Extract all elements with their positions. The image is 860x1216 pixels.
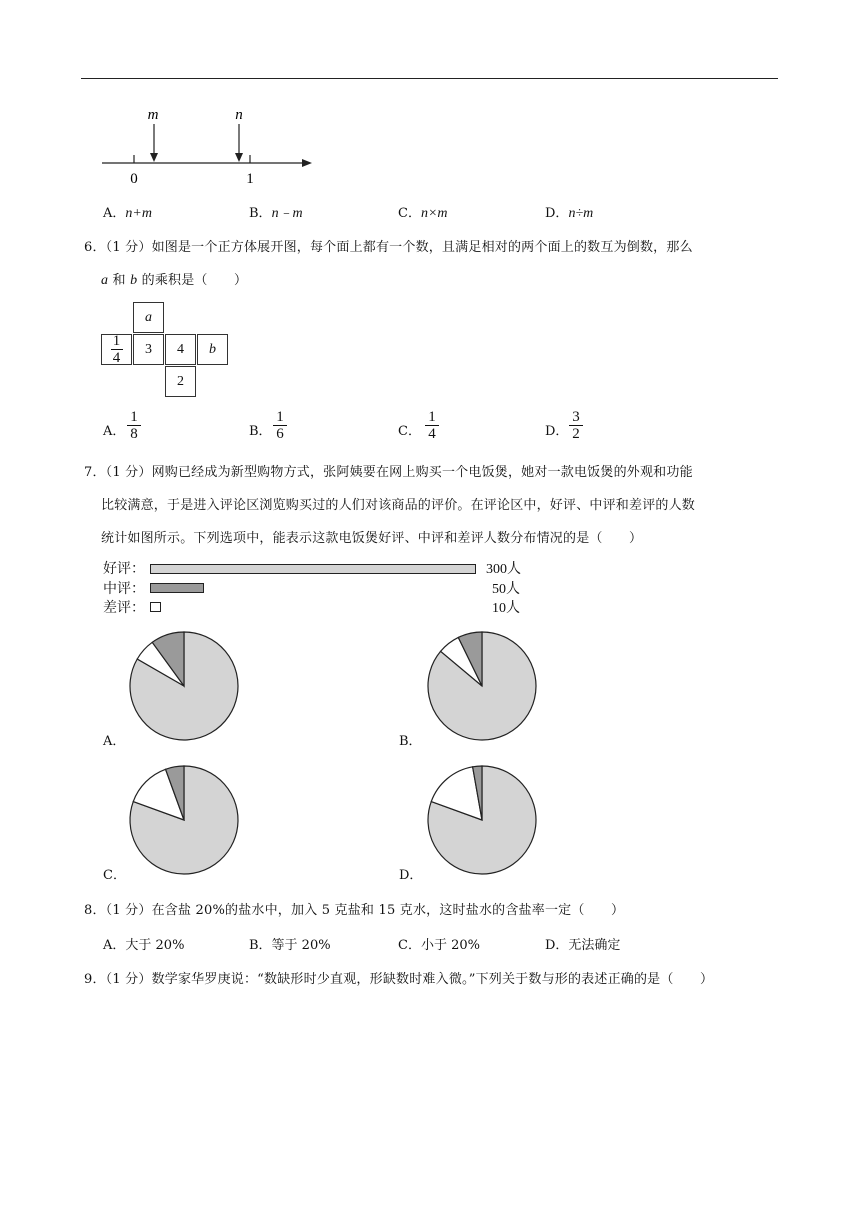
q7-option-c-label[interactable]: C．: [103, 868, 126, 883]
q5-option-a[interactable]: [103, 202, 152, 222]
q7-stem-line3: 统计如图所示。下列选项中，能表示这款电饭煲好评、中评和差评人数分布情况的是（ ）: [101, 531, 643, 546]
fraction-numerator: 1: [428, 409, 436, 425]
fraction-numerator: 1: [112, 333, 121, 349]
q6-stem-line1: 6．（1 分）如图是一个正方体展开图，每个面上都有一个数，且满足相对的两个面上的数互为倒数，那么: [84, 240, 693, 255]
net-cell-3: 3: [133, 334, 164, 365]
q6-option-a[interactable]: [103, 420, 125, 439]
number-line-figure: [96, 100, 320, 190]
option-letter: C．: [398, 424, 421, 439]
q8-stem: 8．（1 分）在含盐 20%的盐水中，加入 5 克盐和 15 克水，这时盐水的含盐率一定（ ）: [84, 903, 625, 918]
net-cell-4: 4: [165, 334, 196, 365]
bar-label-good: 好评：: [103, 561, 145, 577]
net-cell-b: [197, 334, 228, 365]
bar-mid: [150, 583, 204, 593]
fraction-numerator: 1: [276, 409, 284, 425]
net-cell-2: 2: [165, 366, 196, 397]
q5-option-c[interactable]: [398, 202, 448, 222]
q8-option-b[interactable]: B．等于 20%: [249, 938, 331, 953]
option-expression: n+m: [125, 206, 152, 221]
cube-net: [101, 302, 231, 398]
option-letter: B．: [249, 424, 272, 439]
fraction-denominator: 4: [112, 350, 121, 366]
q6-option-c[interactable]: [398, 420, 421, 439]
fraction-denominator: 2: [572, 426, 580, 442]
label-n: n: [235, 107, 243, 123]
option-expression: n﹣m: [271, 206, 303, 221]
net-cell-a: [133, 302, 164, 333]
fraction-denominator: 8: [130, 426, 138, 442]
q5-option-b[interactable]: [249, 202, 303, 222]
stem-text: 和: [108, 273, 131, 288]
option-letter: C．: [398, 206, 421, 221]
header-rule: [81, 78, 778, 79]
q5-option-d[interactable]: [545, 202, 593, 222]
option-letter: A．: [103, 206, 126, 221]
pie-option-a[interactable]: [120, 624, 250, 744]
var-a: a: [101, 273, 109, 288]
bar-value-mid: 50人: [492, 582, 520, 597]
number-line-arrowhead: [302, 159, 312, 167]
bar-label-mid: 中评：: [103, 581, 145, 597]
q6-option-d[interactable]: [545, 420, 568, 439]
pie-option-b[interactable]: [418, 624, 548, 744]
option-letter: D．: [545, 424, 569, 439]
option-letter: B．: [249, 206, 272, 221]
fraction-numerator: 3: [572, 409, 580, 425]
bar-good: [150, 564, 476, 574]
q6-option-d-fraction: [569, 410, 583, 441]
q9-stem: 9．（1 分）数学家华罗庚说：“数缺形时少直观，形缺数时难入微。”下列关于数与形的表述正确的是（ ）: [84, 972, 714, 987]
q8-option-c[interactable]: C．小于 20%: [398, 938, 480, 953]
tick-label-zero: 0: [130, 171, 138, 187]
stem-text: 的乘积是（ ）: [137, 273, 248, 288]
fraction-denominator: 6: [276, 426, 284, 442]
tick-label-one: 1: [246, 171, 254, 187]
arrow-m-head: [150, 153, 158, 162]
q7-stem-line2: 比较满意，于是进入评论区浏览购买过的人们对该商品的评价。在评论区中，好评、中评和差评的人数: [101, 498, 696, 513]
q6-option-b-fraction: [273, 410, 287, 441]
q6-option-c-fraction: [425, 410, 439, 441]
pie-option-d[interactable]: [418, 758, 548, 878]
q8-option-d[interactable]: D．无法确定: [545, 938, 621, 953]
fraction-denominator: 4: [428, 426, 436, 442]
fraction-one-quarter: [111, 334, 123, 365]
q7-option-b-label[interactable]: B．: [399, 734, 422, 749]
option-expression: n÷m: [568, 206, 594, 221]
fraction-numerator: 1: [130, 409, 138, 425]
option-letter: A．: [103, 424, 126, 439]
pie-option-c[interactable]: [120, 758, 250, 878]
net-var-a: a: [145, 309, 152, 325]
option-letter: D．: [545, 206, 569, 221]
q6-stem-line2: [101, 269, 247, 289]
bar-label-bad: 差评：: [103, 600, 145, 616]
q7-stem-line1: 7．（1 分）网购已经成为新型购物方式，张阿姨要在网上购买一个电饭煲，她对一款电饭煲的外观和功能: [84, 465, 693, 480]
bar-value-good: 300人: [486, 562, 521, 577]
bar-value-bad: 10人: [492, 601, 520, 616]
q7-option-d-label[interactable]: D．: [399, 868, 423, 883]
net-var-b: b: [209, 341, 216, 357]
var-b: b: [130, 273, 138, 288]
net-cell-quarter: [101, 334, 132, 365]
q7-option-a-label[interactable]: A．: [103, 734, 126, 749]
label-m: m: [147, 107, 159, 123]
q8-option-a[interactable]: A．大于 20%: [103, 938, 185, 953]
bar-bad: [150, 602, 161, 612]
q6-option-a-fraction: [127, 410, 141, 441]
option-expression: n×m: [420, 206, 448, 221]
arrow-n-head: [235, 153, 243, 162]
q6-option-b[interactable]: [249, 420, 272, 439]
